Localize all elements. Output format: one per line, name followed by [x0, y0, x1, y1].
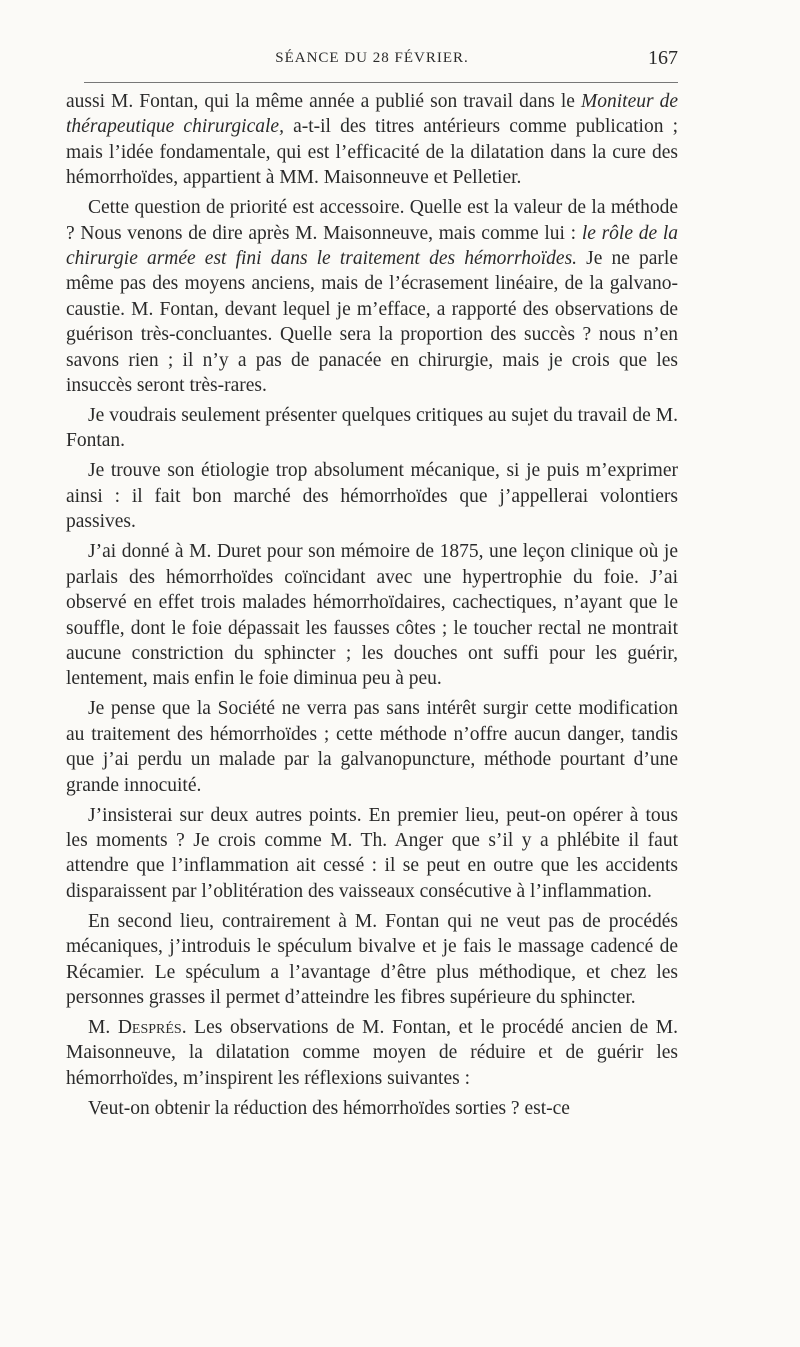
text-run: Je ne parle même pas des moyens anciens, mais de l’écrasement linéaire, de la galvano-caustie. M. Fontan, devant lequel je m’efface, a rapporté des observations de guérison très-concluantes. Quelle sera la proportion des succès ? nous n’en savons rien ; il n’y a pas de panacée en chirurgie, mais je crois que les insuccès seront très-rares.	[66, 248, 678, 397]
paragraph: Je trouve son étiologie trop absolument mécanique, si je puis m’exprimer ainsi : il fait bon marché des hémorrhoïdes que j’appellerai volontiers passives.	[66, 460, 678, 533]
running-title: SÉANCE DU 28 FÉVRIER.	[275, 50, 469, 66]
paragraph: En second lieu, contrairement à M. Fontan qui ne veut pas de procédés mécaniques, j’introduis le spéculum bivalve et je fais le massage cadencé de Récamier. Le spéculum a l’avantage d’être plus méthodique, et chez les personnes grasses il permet d’atteindre les fibres supérieure du sphincter.	[66, 910, 678, 1008]
page-header	[66, 47, 678, 90]
paragraph: Je pense que la Société ne verra pas sans intérêt surgir cette modification au traitement des hémorrhoïdes ; cette méthode n’offre aucun danger, tandis que j’ai perdu un malade par la galvanopuncture, méthode pourtant d’une grande innocuité.	[66, 698, 678, 796]
journal-title: Moniteur de thérapeutique chirurgicale,	[66, 91, 679, 138]
paragraph: J’ai donné à M. Duret pour son mémoire de 1875, une leçon clinique où je parlais des hémorrhoïdes coïncidant avec une hypertrophie du foie. J’ai observé en effet trois malades hémorrhoïdaires, cachectiques, n’ayant que le souffle, dont le foie dépassait les fausses côtes ; le toucher rectal ne montrait aucune constriction du sphincter ; les douches ont suffi pour les guérir, lentement, mais enfin le foie diminua peu à peu.	[66, 541, 678, 690]
text-run: Les observations de M. Fontan, et le procédé ancien de M. Maisonneuve, la dilatation comme moyen de réduire et de guérir les hémorrhoïdes, m’inspirent les réflexions suivantes :	[66, 1016, 678, 1089]
paragraph	[66, 195, 678, 398]
text-run: aussi M. Fontan, qui la même année a publié son travail dans le	[66, 91, 581, 112]
speaker-name: M. Després.	[88, 1016, 187, 1038]
paragraph: Je voudrais seulement présenter quelques critiques au sujet du travail de M. Fontan.	[66, 405, 678, 452]
header-rule	[84, 82, 678, 83]
text-run: a-t-il des titres antérieurs comme publication ; mais l’idée fondamentale, qui est l’efficacité de la dilatation dans la cure des hémorrhoïdes, appartient à MM. Maisonneuve et Pelletier.	[66, 116, 678, 189]
paragraph: Veut-on obtenir la réduction des hémorrhoïdes sorties ? est-ce	[88, 1097, 570, 1119]
paragraph	[66, 1015, 678, 1091]
paragraph: J’insisterai sur deux autres points. En premier lieu, peut-on opérer à tous les moments ? Je crois comme M. Th. Anger que s’il y a phlébite il faut attendre que l’inflammation ait cessé : il se peut en outre que les accidents disparaissent par l’oblitération des vaisseaux consécutive à l’inflammation.	[66, 804, 678, 902]
page-number: 167	[648, 47, 678, 69]
body-text	[66, 89, 678, 1126]
text-run: Cette question de priorité est accessoire. Quelle est la valeur de la méthode ? Nous venons de dire après M. Maisonneuve, mais comme lui :	[66, 197, 678, 244]
quoted-phrase: le rôle de la chirurgie armée est fini dans le traitement des hémorrhoïdes.	[66, 222, 678, 270]
paragraph	[66, 89, 678, 191]
